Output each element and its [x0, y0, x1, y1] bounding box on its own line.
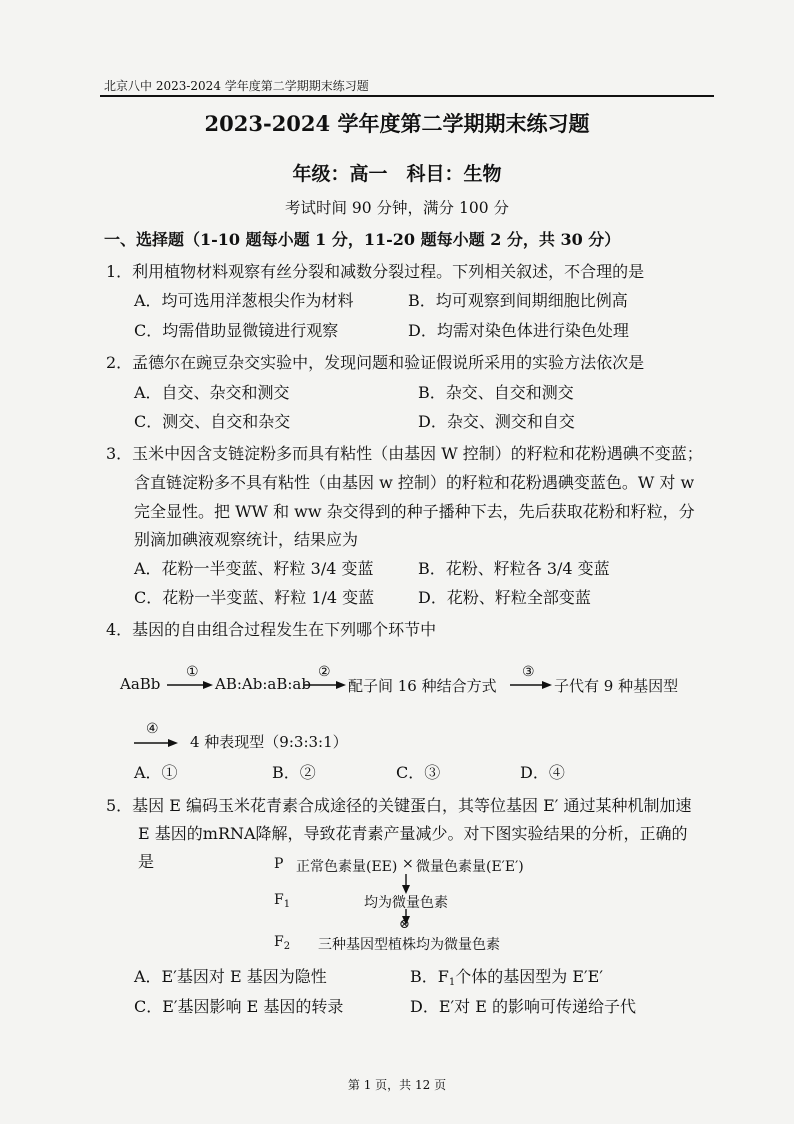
section-heading: 一、选择题（1-10 题每小题 1 分，11-20 题每小题 2 分，共 30 分）: [104, 230, 621, 249]
q4-option-b: B．②: [272, 763, 316, 782]
q4-step-2-label: ②: [318, 664, 331, 680]
q3-line-1: 3．玉米中因含支链淀粉多而具有粘性（由基因 W 控制）的籽粒和花粉遇碘不变蓝；: [106, 444, 703, 463]
q4-stem: 4．基因的自由组合过程发生在下列哪个环节中: [106, 620, 437, 639]
q1-option-b: B．均可观察到间期细胞比例高: [408, 291, 628, 310]
exam-info: 考试时间 90 分钟，满分 100 分: [284, 199, 510, 217]
header-rule: [100, 95, 714, 97]
q3-option-d: D．花粉、籽粒全部变蓝: [418, 588, 591, 607]
exam-subtitle: 年级：高一 科目：生物: [292, 163, 502, 185]
q5-p-parent-2: 微量色素量(E′E′): [416, 859, 524, 875]
self-cross-icon: ⊗: [399, 917, 410, 932]
q3-line-4: 别滴加碘液观察统计，结果应为: [134, 530, 359, 549]
q4-option-a: A．①: [134, 763, 178, 782]
q3-line-3: 完全显性。把 WW 和 ww 杂交得到的种子播种下去，先后获取花粉和籽粒，分: [134, 502, 695, 521]
q4-step-3-label: ③: [522, 664, 535, 680]
q1-option-d: D．均需对染色体进行染色处理: [408, 321, 629, 340]
q2-stem: 2．孟德尔在豌豆杂交实验中，发现问题和验证假说所采用的实验方法依次是: [106, 353, 645, 372]
q4-step-2-result: 配子间 16 种结合方式: [348, 677, 497, 695]
q5-line-2: E 基因的mRNA降解，导致花青素产量减少。对下图实验结果的分析，正确的: [138, 824, 688, 843]
q5-arrow-p-f1: [401, 874, 411, 894]
q5-f2-result: 三种基因型植株均为微量色素: [318, 937, 500, 953]
q5-f2-label: $F_2$: [274, 934, 291, 952]
q4-arrow-4: [134, 738, 178, 748]
q5-f1-label: $F_1$: [274, 892, 291, 910]
q4-flow-start: AaBb: [120, 675, 161, 693]
q5-cross-symbol: ×: [402, 856, 414, 872]
q5-p-label: P: [274, 856, 284, 872]
q5-option-c: C．E′基因影响 E 基因的转录: [134, 997, 344, 1016]
q5-option-d: D．E′对 E 的影响可传递给子代: [410, 997, 636, 1016]
q4-arrow-3: [510, 680, 552, 690]
q1-stem: 1．利用植物材料观察有丝分裂和减数分裂过程。下列相关叙述，不合理的是: [106, 262, 645, 281]
q4-arrow-2: [304, 680, 346, 690]
q4-option-d: D．④: [520, 763, 565, 782]
q5-line-3: 是: [138, 852, 155, 871]
q2-option-d: D．杂交、测交和自交: [418, 412, 575, 431]
q4-step-1-label: ①: [186, 664, 199, 680]
running-header: 北京八中 2023-2024 学年度第二学期期末练习题: [104, 79, 369, 93]
q3-line-2: 含直链淀粉多不具有粘性（由基因 w 控制）的籽粒和花粉遇碘变蓝色。W 对 w: [134, 473, 695, 492]
q3-option-b: B．花粉、籽粒各 3/4 变蓝: [418, 559, 610, 578]
q4-option-c: C．③: [396, 763, 441, 782]
q4-step-3-result: 子代有 9 种基因型: [554, 677, 679, 695]
q2-option-b: B．杂交、自交和测交: [418, 383, 574, 402]
q1-option-c: C．均需借助显微镜进行观察: [134, 321, 339, 340]
page-footer: 第 1 页，共 12 页: [347, 1078, 447, 1092]
q4-arrow-1: [167, 680, 213, 690]
q2-option-a: A．自交、杂交和测交: [134, 383, 290, 402]
q1-option-a: A．均可选用洋葱根尖作为材料: [134, 291, 354, 310]
q5-option-b: B．$F_1$个体的基因型为 E′E′: [410, 967, 603, 988]
exam-title: 2023-2024 学年度第二学期期末练习题: [204, 111, 590, 136]
q2-option-c: C．测交、自交和杂交: [134, 412, 291, 431]
q5-option-a: A．E′基因对 E 基因为隐性: [134, 967, 327, 986]
q5-line-1: 5．基因 E 编码玉米花青素合成途径的关键蛋白，其等位基因 E′ 通过某种机制加速: [106, 796, 692, 815]
q4-step-1-result: AB:Ab:aB:ab: [215, 675, 311, 693]
q4-step-4-result: 4 种表现型（9:3:3:1）: [190, 733, 348, 751]
q5-f1-result: 均为微量色素: [364, 895, 448, 911]
q4-step-4-label: ④: [146, 721, 159, 737]
q3-option-c: C．花粉一半变蓝、籽粒 1/4 变蓝: [134, 588, 375, 607]
q5-p-parent-1: 正常色素量(EE): [296, 859, 398, 875]
q3-option-a: A．花粉一半变蓝、籽粒 3/4 变蓝: [134, 559, 374, 578]
